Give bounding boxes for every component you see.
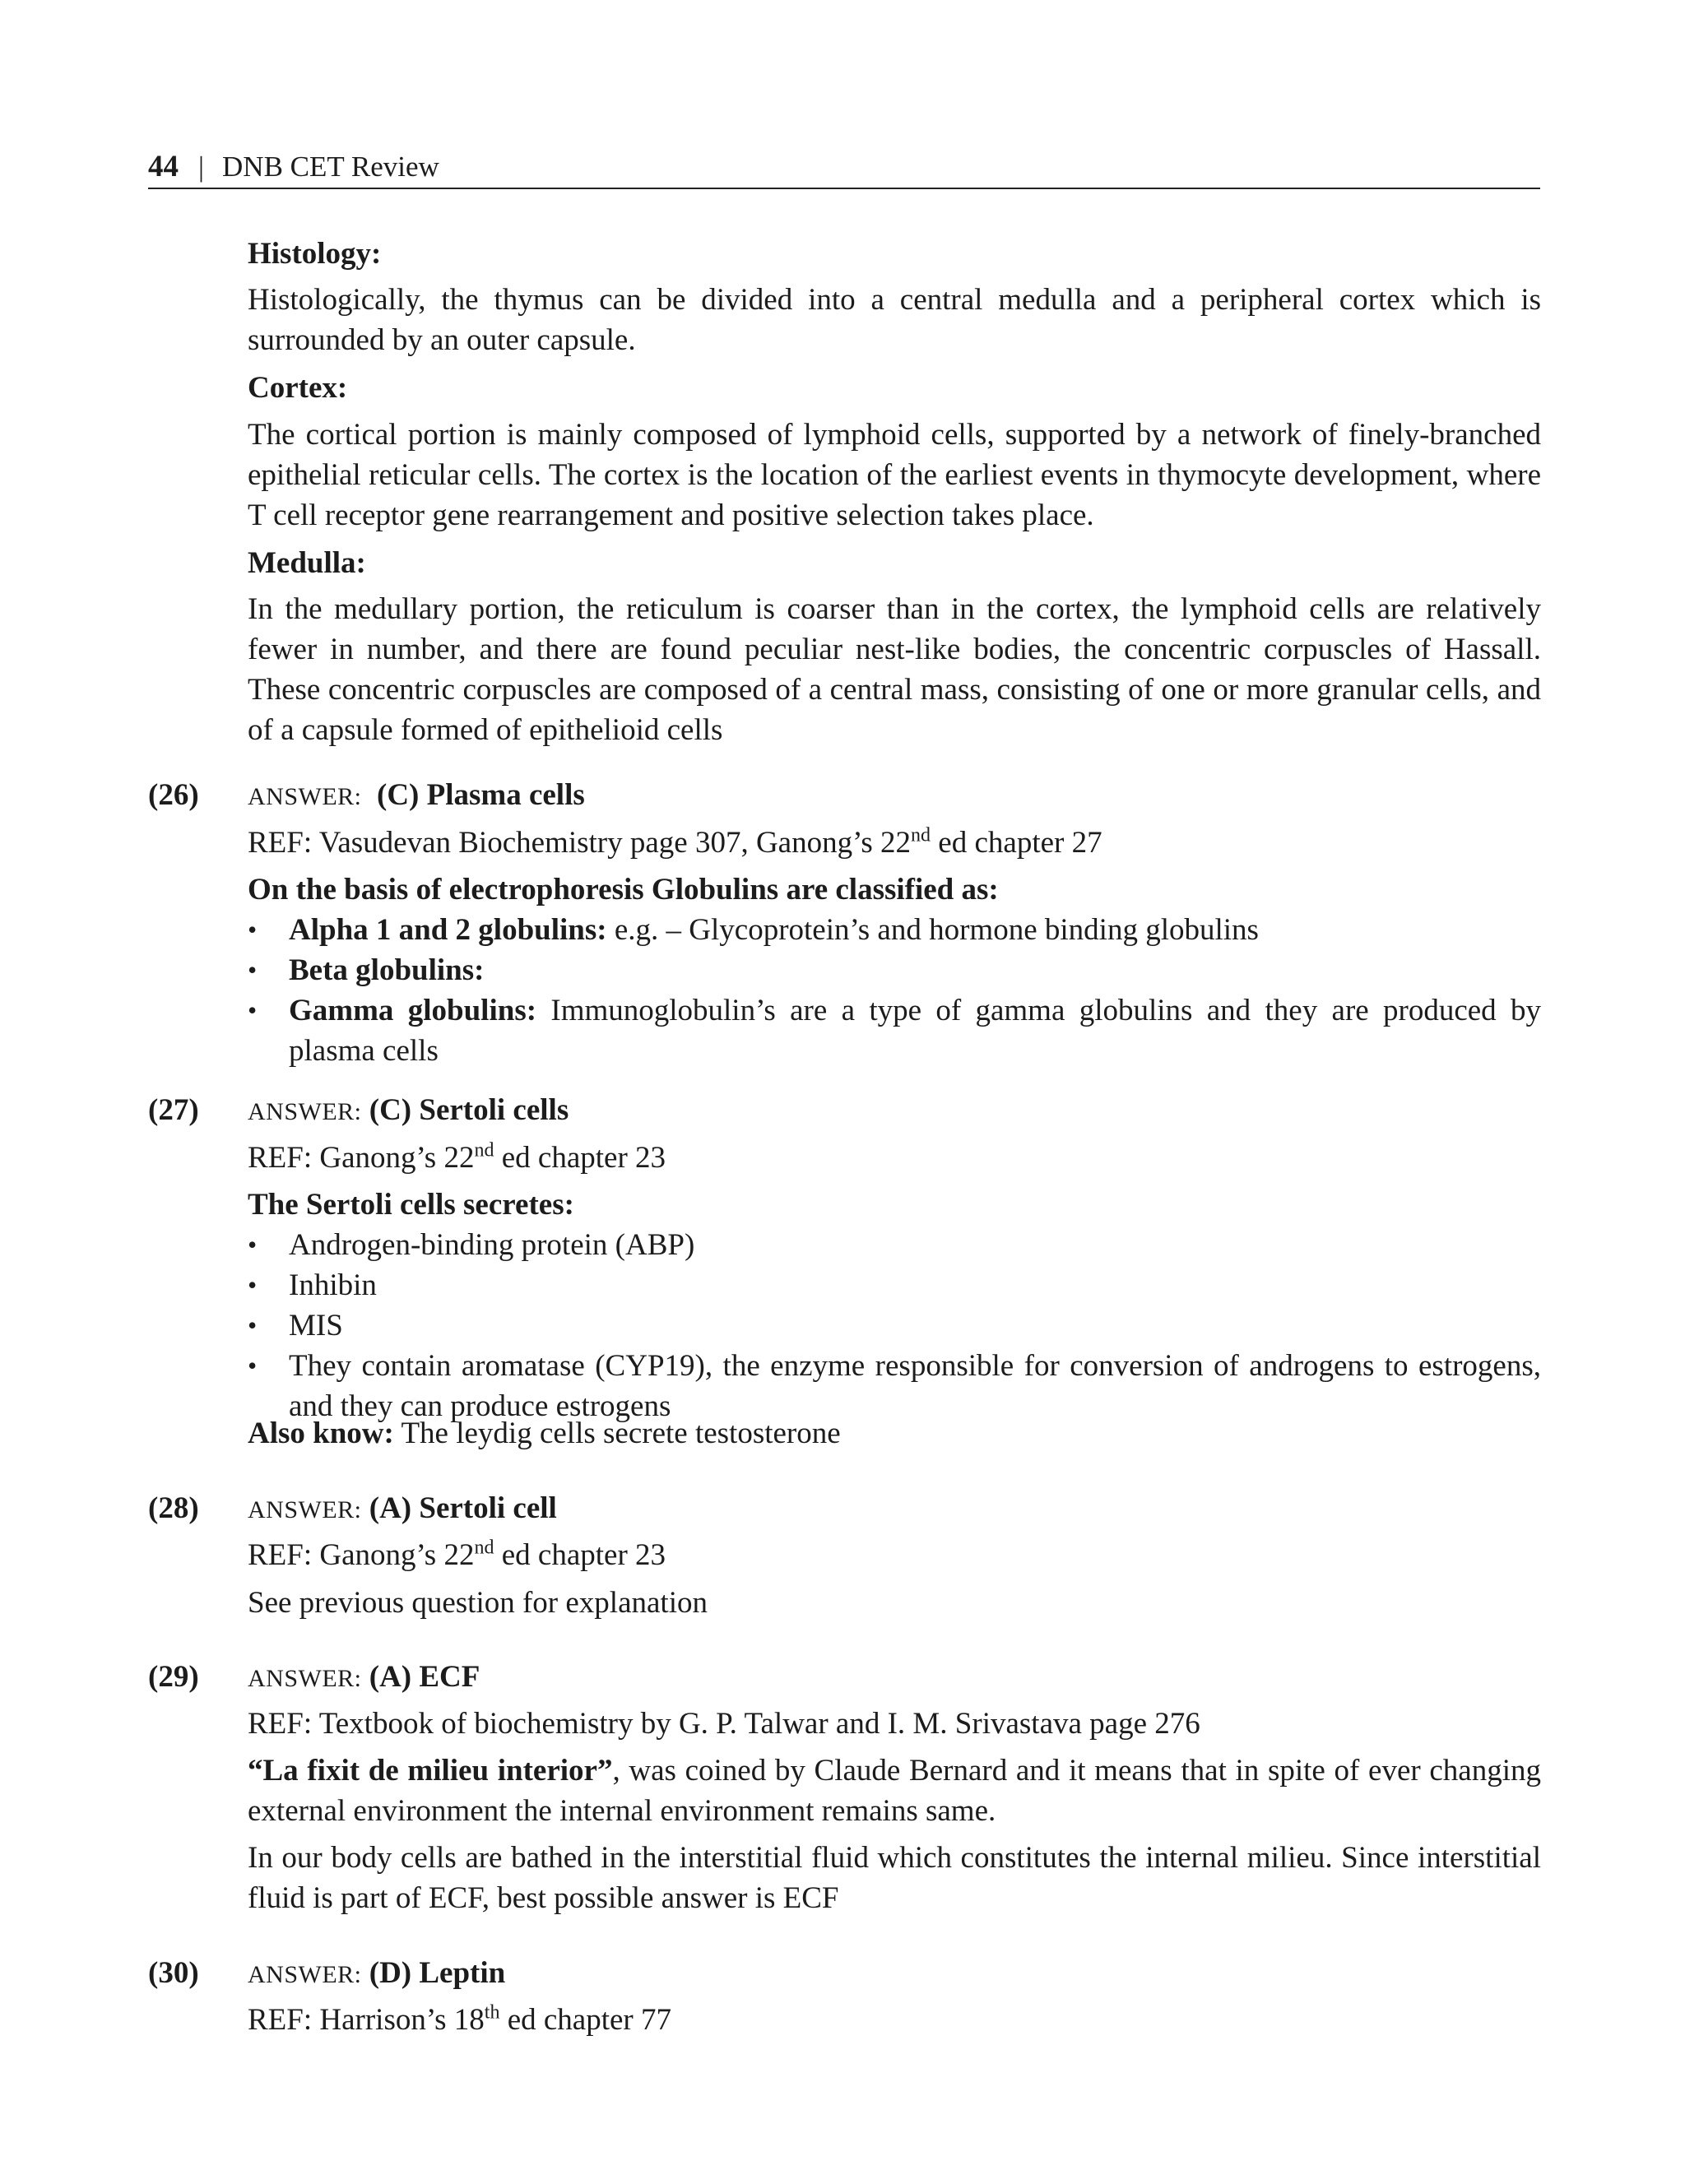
reference-30-sup: th <box>484 2001 500 2024</box>
also-know-label: Also know: <box>248 1417 394 1450</box>
reference-26-sup: nd <box>911 824 931 846</box>
running-header <box>148 146 1540 189</box>
also-know <box>248 1413 1541 1454</box>
also-know-text: The leydig cells secrete testosterone <box>393 1417 841 1450</box>
q26-bullet-list <box>248 910 1541 1071</box>
bullet-text: e.g. – Glycoprotein’s and hormone binding globulins <box>606 913 1259 947</box>
q26-subheading: On the basis of electrophoresis Globulins are classified as: <box>248 873 999 907</box>
answer-27-value: (C) Sertoli cells <box>369 1093 569 1127</box>
reference-30 <box>248 2000 1541 2040</box>
list-item <box>248 950 1541 990</box>
reference-29: REF: Textbook of biochemistry by G. P. Talwar and I. M. Srivastava page 276 <box>248 1707 1200 1741</box>
list-item <box>248 910 1541 950</box>
reference-28 <box>248 1535 1541 1575</box>
question-number-26: (26) <box>148 778 199 812</box>
answer-27 <box>248 1090 1541 1132</box>
reference-27-sup: nd <box>474 1139 494 1162</box>
list-item: • Inhibin <box>248 1265 1541 1305</box>
reference-27-text: REF: Ganong’s 22 <box>248 1141 475 1175</box>
answer-30 <box>248 1953 1541 1995</box>
header-separator: | <box>198 151 205 183</box>
histology-heading: Histology: <box>248 237 382 271</box>
answer-26-value: (C) Plasma cells <box>377 778 585 812</box>
reference-28-text-end: ed chapter 23 <box>494 1538 666 1572</box>
answer-28-value: (A) Sertoli cell <box>369 1491 557 1525</box>
reference-26-text-end: ed chapter 27 <box>931 826 1102 860</box>
reference-27-text-end: ed chapter 23 <box>494 1141 666 1175</box>
bullet-label: Gamma globulins: <box>289 994 537 1027</box>
answer-26 <box>248 775 1541 817</box>
reference-28-text: REF: Ganong’s 22 <box>248 1538 475 1572</box>
cortex-text: The cortical portion is mainly composed of lymphoid cells, supported by a network of finely-branched epithelial reticular cells. The cortex is the location of the earliest events in thymocyte development, where T cell receptor gene rearrangement and positive selection takes place. <box>248 418 1541 532</box>
question-number-29: (29) <box>148 1660 199 1694</box>
question-number-27: (27) <box>148 1093 199 1127</box>
answer-28 <box>248 1488 1541 1530</box>
q29-paragraph: In our body cells are bathed in the interstitial fluid which constitutes the internal milieu. Since interstitial fluid is part of ECF, best possible answer is ECF <box>248 1841 1541 1915</box>
answer-keyword: ANSWER: <box>248 1098 362 1125</box>
q28-note: See previous question for explanation <box>248 1586 708 1620</box>
reference-26-text: REF: Vasudevan Biochemistry page 307, Ganong’s 22 <box>248 826 912 860</box>
list-item: • MIS <box>248 1305 1541 1346</box>
bullet-text: Immunoglobulin’s are a type of gamma globulins and they are produced by plasma cells <box>289 994 1541 1068</box>
answer-30-value: (D) Leptin <box>369 1956 506 1990</box>
q27-subheading: The Sertoli cells secretes: <box>248 1188 574 1222</box>
reference-30-text-end: ed chapter 77 <box>499 2003 671 2037</box>
reference-28-sup: nd <box>474 1537 494 1559</box>
quote-text: , was coined by Claude Bernard and it means that in spite of ever changing external environment the internal environment remains same. <box>248 1754 1541 1828</box>
answer-29 <box>248 1657 1541 1699</box>
histology-text: Histologically, the thymus can be divided into a central medulla and a peripheral cortex which is surrounded by an outer capsule. <box>248 283 1541 357</box>
answer-29-value: (A) ECF <box>369 1660 480 1694</box>
page-number: 44 <box>148 150 179 183</box>
bullet-label: Beta globulins: <box>289 953 485 987</box>
reference-27 <box>248 1138 1541 1178</box>
answer-keyword: ANSWER: <box>248 783 362 810</box>
list-item: • Androgen-binding protein (ABP) <box>248 1225 1541 1265</box>
q27-bullet-list <box>248 1225 1541 1426</box>
answer-keyword: ANSWER: <box>248 1665 362 1692</box>
bullet-label: Alpha 1 and 2 globulins: <box>289 913 607 947</box>
reference-26 <box>248 823 1541 863</box>
medulla-text: In the medullary portion, the reticulum is coarser than in the cortex, the lymphoid cells are relatively fewer in number, and there are found peculiar nest-like bodies, the concentric corpuscles of Hassall. These concentric corpuscles are composed of a central mass, consisting of one or more granular cells, and of a capsule formed of epithelioid cells <box>248 592 1541 747</box>
question-number-28: (28) <box>148 1491 199 1525</box>
answer-keyword: ANSWER: <box>248 1961 362 1988</box>
quote-bold: “La fixit de milieu interior” <box>248 1754 613 1788</box>
cortex-heading: Cortex: <box>248 371 348 405</box>
q29-quote <box>248 1750 1541 1831</box>
question-number-30: (30) <box>148 1956 199 1990</box>
answer-keyword: ANSWER: <box>248 1496 362 1523</box>
medulla-heading: Medulla: <box>248 546 366 580</box>
book-title: DNB CET Review <box>222 151 439 183</box>
reference-30-text: REF: Harrison’s 18 <box>248 2003 485 2037</box>
list-item <box>248 990 1541 1071</box>
list-item: • They contain aromatase (CYP19), the enzyme responsible for conversion of androgens to estrogens, and they can produce estrogens <box>248 1346 1541 1426</box>
